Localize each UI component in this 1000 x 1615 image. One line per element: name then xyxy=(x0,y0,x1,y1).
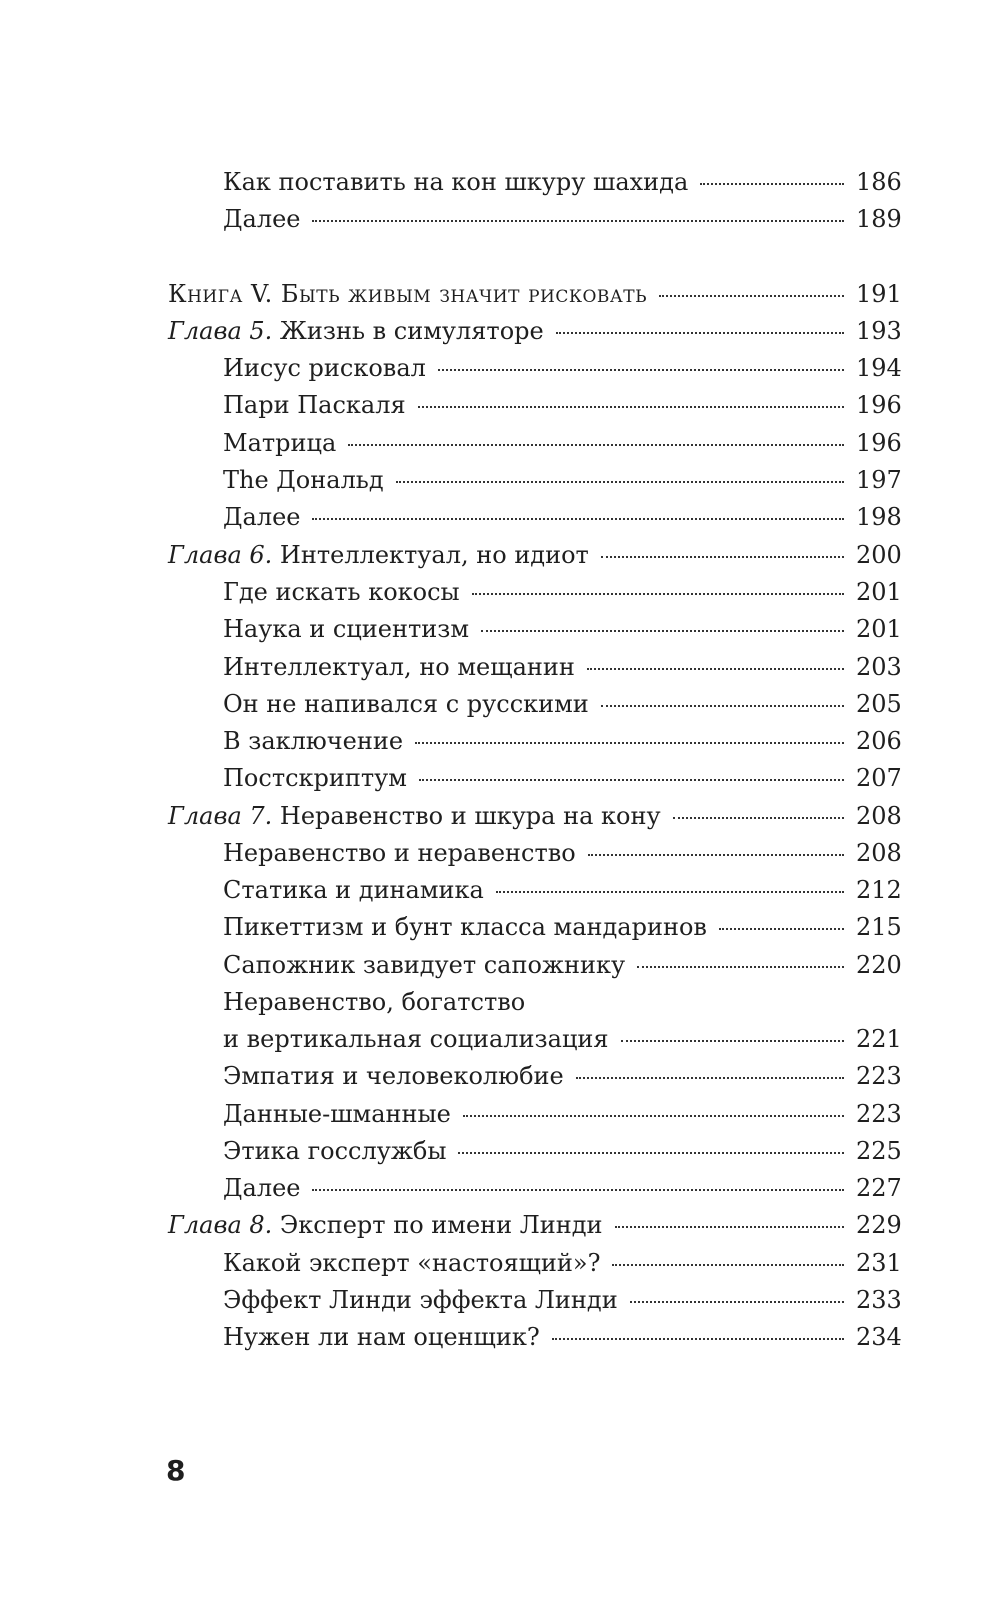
toc-entry-page: 196 xyxy=(856,391,902,419)
dot-leader xyxy=(463,1115,844,1117)
chapter-name: Эксперт по имени Линди xyxy=(272,1211,603,1239)
page-number: 8 xyxy=(166,1454,186,1487)
toc-entry-page: 189 xyxy=(856,205,902,233)
toc-entry-title: Нужен ли нам оценщик? xyxy=(223,1323,540,1351)
toc-entry-page: 207 xyxy=(856,764,902,792)
toc-entry-page: 229 xyxy=(856,1211,902,1239)
toc-entry-page: 234 xyxy=(856,1323,902,1351)
toc-entry-title: Постскриптум xyxy=(223,764,407,792)
toc-entry-title: Далее xyxy=(223,205,301,233)
toc-entry-title: Где искать кокосы xyxy=(223,578,460,606)
dot-leader xyxy=(615,1226,844,1228)
chapter-name: Жизнь в симуляторе xyxy=(272,317,544,345)
dot-leader xyxy=(587,668,844,670)
dot-leader xyxy=(601,556,844,558)
toc-entry-page: 205 xyxy=(856,690,902,718)
dot-leader xyxy=(418,406,844,408)
dot-leader xyxy=(312,518,844,520)
toc-entry-title: и вертикальная социализация xyxy=(223,1025,609,1053)
dot-leader xyxy=(438,369,844,371)
toc-entry-page: 208 xyxy=(856,802,902,830)
toc-entry-page: 203 xyxy=(856,653,902,681)
toc-entry-title: Пикеттизм и бунт класса мандаринов xyxy=(223,913,707,941)
toc-entry-page: 223 xyxy=(856,1062,902,1090)
toc-entry-title-line: Неравенство, богатство xyxy=(223,988,526,1016)
toc-entry-title: Как поставить на кон шкуру шахида xyxy=(223,168,689,196)
dot-leader xyxy=(419,779,844,781)
toc-entry-page: 215 xyxy=(856,913,902,941)
toc-entry-page: 206 xyxy=(856,727,902,755)
toc-entry-title: Пари Паскаля xyxy=(223,391,406,419)
toc-entry-page: 193 xyxy=(856,317,902,345)
dot-leader xyxy=(601,705,844,707)
chapter-label: Глава 8. xyxy=(168,1211,273,1239)
toc-entry-page: 212 xyxy=(856,876,902,904)
toc-entry-title: Иисус рисковал xyxy=(223,354,426,382)
toc-entry-page: 196 xyxy=(856,429,902,457)
dot-leader xyxy=(556,332,844,334)
toc-entry-page: 201 xyxy=(856,615,902,643)
toc-chapter-title xyxy=(168,316,544,346)
toc-entry-title: Какой эксперт «настоящий»? xyxy=(223,1249,601,1277)
toc-entry-page: 223 xyxy=(856,1100,902,1128)
toc-entry-title: Этика госслужбы xyxy=(223,1137,447,1165)
toc-entry-page: 200 xyxy=(856,541,902,569)
toc-entry-page: 191 xyxy=(856,280,902,308)
dot-leader xyxy=(673,817,844,819)
dot-leader xyxy=(312,220,844,222)
toc-chapter-title xyxy=(168,801,661,831)
toc-entry-title: Неравенство и неравенство xyxy=(223,839,576,867)
toc-entry-page: 227 xyxy=(856,1174,902,1202)
toc-entry-title: Далее xyxy=(223,503,301,531)
toc-entry-title: The Дональд xyxy=(223,466,384,494)
dot-leader xyxy=(472,593,844,595)
toc-entry-page: 186 xyxy=(856,168,902,196)
chapter-label: Глава 7. xyxy=(168,802,273,830)
toc-chapter-title xyxy=(168,1210,603,1240)
toc-chapter-title xyxy=(168,540,589,570)
toc-entry-title: Далее xyxy=(223,1174,301,1202)
toc-entry-title: Данные-шманные xyxy=(223,1100,451,1128)
dot-leader xyxy=(588,854,844,856)
toc-entry-title: Эмпатия и человеколюбие xyxy=(223,1062,564,1090)
toc-entry-title: В заключение xyxy=(223,727,404,755)
toc-entry-page: 197 xyxy=(856,466,902,494)
dot-leader xyxy=(637,966,844,968)
toc-entry-title: Матрица xyxy=(223,429,337,457)
toc-entry-title: Наука и сциентизм xyxy=(223,615,470,643)
toc-entry-title: Эффект Линди эффекта Линди xyxy=(223,1286,618,1314)
toc-book-title: Книга V. Быть живым значит рисковать xyxy=(168,280,648,308)
dot-leader xyxy=(312,1189,844,1191)
toc-entry-page: 221 xyxy=(856,1025,902,1053)
dot-leader xyxy=(458,1152,844,1154)
chapter-name: Неравенство и шкура на кону xyxy=(272,802,661,830)
toc-entry-title: Статика и динамика xyxy=(223,876,484,904)
dot-leader xyxy=(396,481,844,483)
dot-leader xyxy=(576,1077,844,1079)
toc-entry-page: 194 xyxy=(856,354,902,382)
toc-entry-page: 233 xyxy=(856,1286,902,1314)
toc-entry-title: Он не напивался с русскими xyxy=(223,690,589,718)
dot-leader xyxy=(552,1338,844,1340)
chapter-label: Глава 6. xyxy=(168,541,273,569)
dot-leader xyxy=(481,630,844,632)
dot-leader xyxy=(630,1301,844,1303)
dot-leader xyxy=(496,891,844,893)
toc-entry-page: 208 xyxy=(856,839,902,867)
dot-leader xyxy=(719,928,844,930)
toc-entry-page: 201 xyxy=(856,578,902,606)
dot-leader xyxy=(348,444,844,446)
toc-entry-page: 220 xyxy=(856,951,902,979)
toc-entry-page: 225 xyxy=(856,1137,902,1165)
dot-leader xyxy=(612,1264,844,1266)
dot-leader xyxy=(415,742,844,744)
toc-entry-page: 231 xyxy=(856,1249,902,1277)
dot-leader xyxy=(659,295,844,297)
toc-entry-title: Сапожник завидует сапожнику xyxy=(223,951,626,979)
chapter-name: Интеллектуал, но идиот xyxy=(272,541,589,569)
dot-leader xyxy=(621,1040,844,1042)
toc-entry-page: 198 xyxy=(856,503,902,531)
toc-entry-title: Интеллектуал, но мещанин xyxy=(223,653,575,681)
chapter-label: Глава 5. xyxy=(168,317,273,345)
dot-leader xyxy=(700,183,844,185)
